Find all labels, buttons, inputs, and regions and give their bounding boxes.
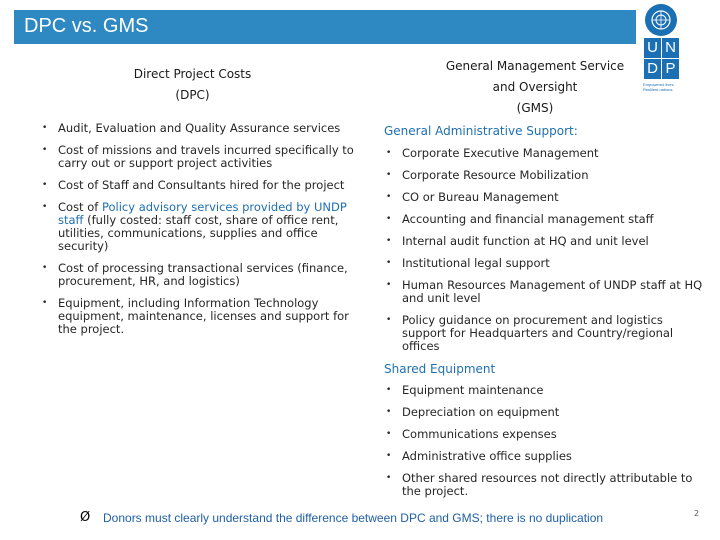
logo-letter: P xyxy=(662,59,679,79)
admin-item: • Human Resources Management of UNDP staff at HQ and unit level xyxy=(384,279,704,305)
gms-heading xyxy=(430,56,640,119)
admin-support-heading: General Administrative Support: xyxy=(384,124,578,138)
shared-equipment-heading: Shared Equipment xyxy=(384,362,496,376)
dpc-item: • Cost of Staff and Consultants hired for the project xyxy=(40,179,360,192)
admin-item: • Institutional legal support xyxy=(384,257,704,270)
shared-item: • Communications expenses xyxy=(384,428,704,441)
un-emblem-icon xyxy=(645,4,677,36)
dpc-item: • Cost of missions and travels incurred specifically to carry out or support project activities xyxy=(40,144,360,170)
slide-title: DPC vs. GMS xyxy=(24,15,149,37)
undp-letters xyxy=(644,38,679,79)
dpc-heading-line1: Direct Project Costs xyxy=(133,67,252,81)
shared-equipment-list xyxy=(384,384,704,507)
dpc-item: • Equipment, including Information Technology equipment, maintenance, licenses and support for the project. xyxy=(40,297,360,336)
shared-item: • Other shared resources not directly attributable to the project. xyxy=(384,472,704,498)
admin-item: • CO or Bureau Management xyxy=(384,191,704,204)
dpc-item-post: (fully costed: staff cost, share of office rent, utilities, communications, supplies and office security) xyxy=(58,213,339,253)
gms-heading-line3: (GMS) xyxy=(516,101,554,115)
footer-note: Donors must clearly understand the difference between DPC and GMS; there is no duplication xyxy=(103,511,604,525)
dpc-item xyxy=(40,201,360,253)
admin-support-list xyxy=(384,147,704,362)
dpc-heading xyxy=(120,64,265,106)
admin-item: • Accounting and financial management staff xyxy=(384,213,704,226)
admin-item: • Corporate Resource Mobilization xyxy=(384,169,704,182)
admin-item: • Policy guidance on procurement and logistics support for Headquarters and Country/regional offices xyxy=(384,314,704,353)
dpc-item: • Audit, Evaluation and Quality Assurance services xyxy=(40,122,360,135)
shared-item: • Depreciation on equipment xyxy=(384,406,704,419)
dpc-item: • Cost of processing transactional services (finance, procurement, HR, and logistics) xyxy=(40,262,360,288)
admin-item: • Corporate Executive Management xyxy=(384,147,704,160)
gms-heading-line1: General Management Service xyxy=(445,59,625,73)
logo-letter: N xyxy=(662,38,679,58)
dpc-list xyxy=(40,122,360,345)
shared-item: • Equipment maintenance xyxy=(384,384,704,397)
admin-item: • Internal audit function at HQ and unit level xyxy=(384,235,704,248)
page-number: 2 xyxy=(694,509,700,518)
shared-item: • Administrative office supplies xyxy=(384,450,704,463)
undp-logo xyxy=(643,4,679,92)
dpc-item-highlight: Policy advisory services provided by UNDP staff xyxy=(58,200,347,227)
dpc-heading-line2: (DPC) xyxy=(175,88,210,102)
arrow-bullet-icon: Ø xyxy=(80,510,91,525)
logo-letter: U xyxy=(644,38,661,58)
gms-heading-line2: and Oversight xyxy=(492,80,578,94)
dpc-item-pre: Cost of xyxy=(58,200,102,214)
logo-tagline: Empowered lives. Resilient nations. xyxy=(643,82,675,92)
logo-letter: D xyxy=(644,59,661,79)
